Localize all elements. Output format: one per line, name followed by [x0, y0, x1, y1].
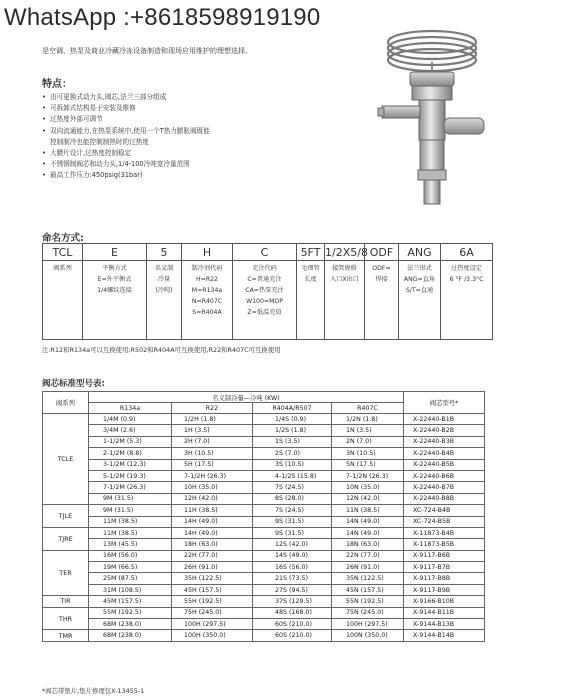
naming-desc-line: (冷吨) — [155, 287, 173, 294]
naming-desc-line: ANG=直角 — [403, 276, 436, 283]
feature-item — [42, 126, 362, 137]
capacity-cell: 1/2S (1.8) — [253, 425, 332, 436]
naming-desc-line: 充注代码 — [252, 265, 277, 272]
naming-desc-line: CA=热泵充注 — [245, 287, 284, 294]
series-cell: TIR — [43, 596, 89, 607]
series-cell: TCLE — [43, 414, 89, 505]
naming-desc-line: N=R407C — [191, 298, 223, 305]
table-row — [43, 596, 485, 607]
capacity-cell: 2S (7.0) — [253, 448, 332, 459]
capacity-cell: 55H (192.5) — [172, 596, 253, 607]
naming-desc-line: 接管规格 — [332, 265, 357, 272]
standard-models-table — [42, 391, 485, 642]
bullet-icon: • — [42, 104, 46, 113]
capacity-cell: 3H (10.5) — [172, 448, 253, 459]
standard-models-heading: 阀芯标准型号表: — [42, 379, 105, 389]
capacity-cell: 60S (210.0) — [253, 630, 332, 641]
part-number-cell: X-22440-B1B — [404, 414, 485, 425]
table-row — [43, 573, 485, 584]
bullet-icon: • — [42, 115, 46, 124]
part-number-cell: X-22440-B5B — [404, 459, 485, 470]
capacity-cell: 4-1/2S (15.8) — [253, 470, 332, 481]
capacity-cell: 7-1/2N (26.3) — [332, 470, 404, 481]
capacity-cell: 12H (42.0) — [172, 493, 253, 504]
capacity-cell: 14N (49.0) — [332, 516, 404, 527]
table-row — [43, 493, 485, 504]
feature-text: 由可更换式动力头,阀芯,法兰三部分组成 — [50, 93, 167, 101]
series-cell: TER — [43, 550, 89, 596]
naming-code-cell: 1/2X5/8 — [325, 245, 368, 259]
naming-code-cell: TCL — [43, 244, 83, 261]
bullet-icon: • — [42, 148, 46, 157]
capacity-cell: 60S (210.0) — [253, 619, 332, 630]
capacity-cell: 5-1/2M (19.3) — [89, 470, 172, 481]
capacity-cell: 35H (122.5) — [172, 573, 253, 584]
naming-desc-cell — [43, 261, 83, 340]
header-part: 阀芯型号* — [404, 392, 485, 414]
part-number-cell: X-9144-B13B — [404, 619, 485, 630]
table-row — [43, 516, 485, 527]
feature-text: 大膜片设计,过热度控制稳定 — [50, 148, 132, 157]
capacity-cell: 2N (7.0) — [332, 436, 404, 447]
naming-desc-line: 焊接 — [375, 276, 388, 283]
part-number-cell: X-9117-B7B — [404, 562, 485, 573]
capacity-cell: 11H (38.5) — [172, 505, 253, 516]
part-number-cell: X-11873-B5B — [404, 539, 485, 550]
naming-desc-cell — [399, 261, 441, 340]
naming-desc-line: 平衡方式 — [102, 265, 127, 272]
table-row — [43, 527, 485, 538]
capacity-cell: 18H (63.0) — [172, 539, 253, 550]
table-row — [43, 630, 485, 641]
capacity-cell: 9M (31.5) — [89, 505, 172, 516]
capacity-cell: 45M (157.5) — [89, 596, 172, 607]
part-number-cell: X-22440-B8B — [404, 493, 485, 504]
table-row — [43, 505, 485, 516]
capacity-cell: 27S (94.5) — [253, 584, 332, 595]
capacity-cell: 5N (17.5) — [332, 459, 404, 470]
intro-text: 是空调、热泵及商业冷藏冷冻设备制造和现场应用维护的理想选择。 — [42, 47, 252, 55]
series-cell: TJRE — [43, 527, 89, 550]
naming-desc-line: 法兰形式 — [407, 265, 432, 272]
capacity-cell: 45H (157.5) — [172, 584, 253, 595]
capacity-cell: 12N (42.0) — [332, 493, 404, 504]
part-number-cell: X-9144-B11B — [404, 607, 485, 618]
table-row — [43, 459, 485, 470]
naming-desc-line: 长度 — [304, 276, 317, 283]
table-row — [43, 584, 485, 595]
part-number-cell: X-22440-B7B — [404, 482, 485, 493]
naming-heading: 命名方式: — [42, 233, 84, 244]
capacity-cell: 1H (3.5) — [172, 425, 253, 436]
table-row — [43, 562, 485, 573]
naming-code-cell: 6A — [441, 244, 493, 261]
header-r407c: R407C — [332, 403, 404, 414]
feature-text: 最高工作压力:450psig(31bar) — [50, 171, 143, 180]
capacity-cell: 14H (49.0) — [172, 516, 253, 527]
capacity-cell: 13M (45.5) — [89, 539, 172, 550]
capacity-cell: 68M (238.0) — [89, 619, 172, 630]
naming-code-cell: C — [233, 244, 297, 261]
naming-desc-cell — [297, 261, 325, 340]
naming-code-cell: ODF — [365, 244, 399, 261]
naming-code-cell: ANG — [399, 244, 441, 261]
capacity-cell: 7S (24.5) — [253, 505, 332, 516]
bullet-icon: • — [42, 126, 46, 135]
naming-desc-line: 名义制 — [154, 265, 174, 272]
table-row — [43, 619, 485, 630]
table-row — [43, 482, 485, 493]
naming-desc-cell — [233, 261, 297, 340]
capacity-cell: 9M (31.5) — [89, 493, 172, 504]
capacity-cell: 75N (245.0) — [332, 607, 404, 618]
features-list — [42, 92, 362, 182]
part-number-cell: X-22440-B3B — [404, 436, 485, 447]
capacity-cell: 10H (35.0) — [172, 482, 253, 493]
naming-desc-line: 过热度设定 — [451, 265, 482, 272]
feature-text: 不锈钢制阀芯和动力头,1/4-100冷吨宽冷量范围 — [50, 160, 190, 169]
capacity-cell: 3-1/2M (12.3) — [89, 459, 172, 470]
capacity-cell: 1/2H (1.8) — [172, 414, 253, 425]
naming-desc-cell — [182, 261, 233, 340]
capacity-cell: 1/4S (0.9) — [253, 414, 332, 425]
naming-table — [42, 243, 493, 340]
naming-desc-cell — [147, 261, 182, 340]
naming-code-cell: H — [182, 244, 233, 261]
capacity-cell: 55M (192.5) — [89, 607, 172, 618]
capacity-cell: 100H (350.0) — [172, 630, 253, 641]
bullet-icon: • — [42, 93, 46, 101]
capacity-cell: 5H (17.5) — [172, 459, 253, 470]
capacity-cell: 14S (49.0) — [253, 550, 332, 561]
feature-item — [42, 114, 362, 125]
capacity-cell: 9S (31.5) — [253, 516, 332, 527]
capacity-cell: 37S (129.5) — [253, 596, 332, 607]
features-heading: 特点： — [42, 79, 72, 90]
feature-item — [42, 159, 362, 170]
capacity-cell: 14H (49.0) — [172, 527, 253, 538]
part-number-cell: X-9117-B9B — [404, 584, 485, 595]
naming-desc-line: 冷量 — [157, 276, 171, 283]
naming-desc-line: 1/4螺纹连接 — [97, 287, 132, 294]
capacity-cell: 9S (31.5) — [253, 527, 332, 538]
naming-desc-line: C=普通充注 — [247, 276, 282, 283]
table-row — [43, 607, 485, 618]
naming-desc-line: 6 °F /3.3°C — [449, 276, 484, 283]
part-number-cell: XC-724-B5B — [404, 516, 485, 527]
capacity-cell: 26H (91.0) — [172, 562, 253, 573]
capacity-cell: 100H (297.5) — [172, 619, 253, 630]
capacity-cell: 1-1/2M (5.3) — [89, 436, 172, 447]
naming-desc-line: H=R22 — [195, 276, 218, 283]
table-row — [43, 425, 485, 436]
series-cell: TMR — [43, 630, 89, 641]
naming-desc-line: ODF= — [372, 265, 391, 272]
feature-text: 双向流通能力,在热泵系统中,使用一个T热力膨胀阀既能 — [50, 126, 210, 135]
capacity-cell: 22H (77.0) — [172, 550, 253, 561]
feature-item — [42, 103, 362, 114]
naming-desc-cell — [325, 261, 365, 340]
naming-desc-cell — [83, 261, 147, 340]
header-series: 阀系列 — [43, 392, 89, 414]
feature-item — [42, 170, 362, 181]
capacity-cell: 7-1/2H (26.3) — [172, 470, 253, 481]
capacity-cell: 12S (42.0) — [253, 539, 332, 550]
part-number-cell: XC-724-B4B — [404, 505, 485, 516]
naming-desc-line: M=R134a — [191, 287, 223, 294]
series-cell: THR — [43, 607, 89, 630]
capacity-cell: 19M (66.5) — [89, 562, 172, 573]
capacity-cell: 18N (63.0) — [332, 539, 404, 550]
naming-desc-line: Z=低温充值 — [247, 309, 282, 316]
feature-text: 控制制冷也能控制制热时的过热度 — [50, 137, 149, 146]
header-r134a: R134a — [89, 403, 172, 414]
capacity-cell: 14N (49.0) — [332, 527, 404, 538]
table-row — [43, 550, 485, 561]
header-capacity: 名义制冷量—冷吨 (KW) — [89, 392, 404, 403]
table-row — [43, 470, 485, 481]
feature-item — [42, 92, 362, 103]
whatsapp-watermark: WhatsApp :+8618598919190 — [4, 4, 321, 31]
capacity-cell: 3S (10.5) — [253, 459, 332, 470]
capacity-cell: 1N (3.5) — [332, 425, 404, 436]
capacity-cell: 10N (35.0) — [332, 482, 404, 493]
naming-desc-line: 制冷剂代码 — [191, 265, 223, 272]
part-number-cell: X-22440-B2B — [404, 425, 485, 436]
capacity-cell: 1S (3.5) — [253, 436, 332, 447]
capacity-cell: 75H (245.0) — [172, 607, 253, 618]
table-row — [43, 448, 485, 459]
capacity-cell: 55N (192.5) — [332, 596, 404, 607]
capacity-cell: 100H (297.5) — [332, 619, 404, 630]
capacity-cell: 21S (73.5) — [253, 573, 332, 584]
capacity-cell: 11M (38.5) — [89, 516, 172, 527]
capacity-cell: 16S (56.0) — [253, 562, 332, 573]
naming-desc-line: 入口X出口 — [330, 276, 359, 283]
capacity-cell: 16M (56.0) — [89, 550, 172, 561]
part-number-cell: X-9144-B14B — [404, 630, 485, 641]
naming-desc-cell — [441, 261, 493, 340]
feature-item — [42, 137, 362, 148]
feature-text: 可拆卸式结构易于安装及维修 — [50, 104, 136, 113]
naming-desc-line: W100=MOP — [245, 298, 284, 305]
bullet-icon: • — [42, 160, 46, 169]
feature-text: 过热度外部可调节 — [50, 115, 103, 124]
gasket-footnote: *阀芯带垫片,垫片修理包X-13455-1 — [42, 687, 145, 695]
capacity-cell: 7S (24.5) — [253, 482, 332, 493]
naming-desc-line: S=R404A — [192, 309, 222, 316]
table-row — [43, 414, 485, 425]
capacity-cell: 31M (108.5) — [89, 584, 172, 595]
capacity-cell: 7-1/2M (26.3) — [89, 482, 172, 493]
capacity-cell: 1/4M (0.9) — [89, 414, 172, 425]
naming-code-cell: 5 — [147, 244, 182, 261]
table-row — [43, 539, 485, 550]
part-number-cell: X-22440-B6B — [404, 470, 485, 481]
naming-desc-line: 毛细管 — [301, 265, 320, 272]
naming-desc-line: 阀系列 — [53, 265, 72, 272]
interchange-note: 注:R12和R134a可以互换使用;R502和R404A可互换使用,R22和R407C可互换使用 — [42, 346, 281, 354]
part-number-cell: X-9117-B8B — [404, 573, 485, 584]
series-cell: TJLE — [43, 505, 89, 528]
capacity-cell: 11N (38.5) — [332, 505, 404, 516]
capacity-cell: 25M (87.5) — [89, 573, 172, 584]
naming-desc-cell — [365, 261, 399, 340]
capacity-cell: 100N (350.0) — [332, 630, 404, 641]
capacity-cell: 48S (168.0) — [253, 607, 332, 618]
capacity-cell: 2-1/2M (8.8) — [89, 448, 172, 459]
part-number-cell: X-22440-B4B — [404, 448, 485, 459]
capacity-cell: 3/4M (2.6) — [89, 425, 172, 436]
capacity-cell: 8S (28.0) — [253, 493, 332, 504]
capacity-cell: 2H (7.0) — [172, 436, 253, 447]
capacity-cell: 1/2N (1.8) — [332, 414, 404, 425]
capacity-cell: 11M (38.5) — [89, 527, 172, 538]
feature-item — [42, 148, 362, 159]
capacity-cell: 26N (91.0) — [332, 562, 404, 573]
naming-desc-line: S/T=直通 — [405, 287, 434, 294]
capacity-cell: 45N (157.5) — [332, 584, 404, 595]
expansion-valve-illustration — [372, 22, 492, 212]
naming-code-cell: 5FT — [297, 244, 325, 261]
capacity-cell: 35N (122.5) — [332, 573, 404, 584]
bullet-icon: • — [42, 171, 46, 180]
capacity-cell: 68M (238.0) — [89, 630, 172, 641]
capacity-cell: 22N (77.0) — [332, 550, 404, 561]
part-number-cell: X-9166-B10B — [404, 596, 485, 607]
naming-desc-line: E=外平衡式 — [97, 276, 132, 283]
part-number-cell: X-11873-B4B — [404, 527, 485, 538]
part-number-cell: X-9117-B6B — [404, 550, 485, 561]
header-r22: R22 — [172, 403, 253, 414]
table-row — [43, 436, 485, 447]
naming-code-cell: E — [83, 244, 147, 261]
capacity-cell: 3N (10.5) — [332, 448, 404, 459]
header-r404a: R404A/R507 — [253, 403, 332, 414]
